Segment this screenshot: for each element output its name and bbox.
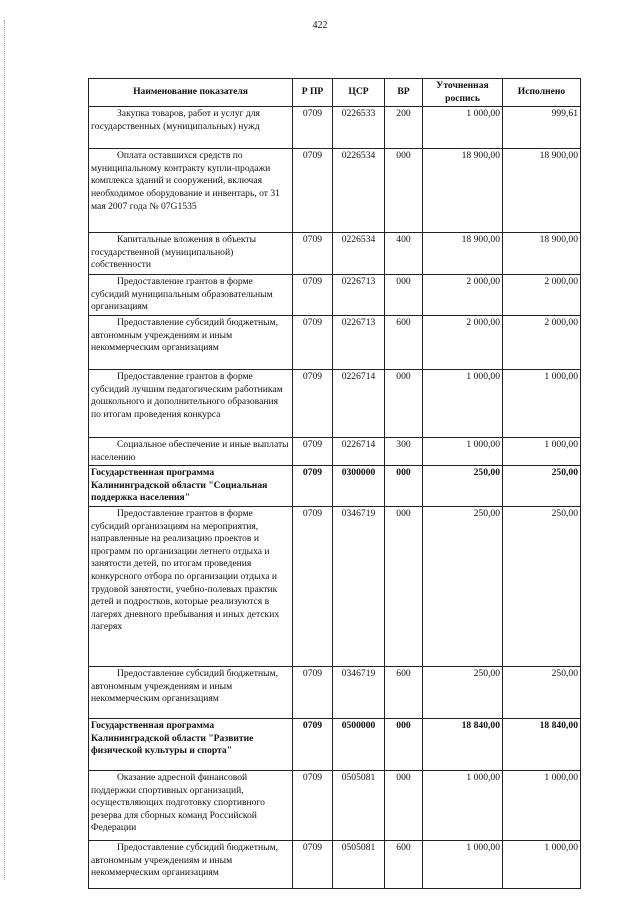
cell-rpr: 0709 [293, 666, 333, 718]
cell-rpr: 0709 [293, 437, 333, 465]
cell-done: 1 000,00 [503, 369, 581, 437]
header-rpr: Р ПР [293, 79, 333, 107]
cell-rpr: 0709 [293, 466, 333, 507]
cell-plan: 2 000,00 [423, 275, 503, 316]
cell-vr: 400 [385, 233, 423, 275]
table-body [89, 107, 581, 889]
cell-done: 250,00 [503, 466, 581, 507]
cell-rpr: 0709 [293, 770, 333, 840]
header-plan: Уточненная роспись [423, 79, 503, 107]
table-row [89, 315, 581, 369]
cell-plan: 18 840,00 [423, 718, 503, 770]
cell-csr: 0226533 [333, 107, 385, 149]
cell-done: 250,00 [503, 506, 581, 666]
header-csr: ЦСР [333, 79, 385, 107]
cell-plan: 1 000,00 [423, 107, 503, 149]
cell-csr: 0226714 [333, 369, 385, 437]
cell-name: Закупка товаров, работ и услуг для государственных (муниципальных) нужд [89, 107, 293, 149]
budget-table [88, 78, 581, 889]
cell-vr: 000 [385, 718, 423, 770]
cell-csr: 0226534 [333, 233, 385, 275]
cell-csr: 0505081 [333, 770, 385, 840]
cell-vr: 600 [385, 666, 423, 718]
cell-name: Предоставление грантов в форме субсидий лучшим педагогическим работникам дошкольного и дополнительного образования по итогам проведения конкурса [89, 369, 293, 437]
table-row [89, 107, 581, 149]
table-row [89, 770, 581, 840]
cell-name: Государственная программа Калининградской области "Социальная поддержка населения" [89, 466, 293, 507]
cell-vr: 600 [385, 840, 423, 888]
cell-rpr: 0709 [293, 315, 333, 369]
header-name: Наименование показателя [89, 79, 293, 107]
cell-name: Предоставление субсидий бюджетным, автономным учреждениям и иным некоммерческим организациям [89, 315, 293, 369]
table-row [89, 506, 581, 666]
cell-vr: 000 [385, 149, 423, 233]
page-number: 422 [312, 20, 328, 31]
cell-rpr: 0709 [293, 840, 333, 888]
cell-done: 2 000,00 [503, 275, 581, 316]
cell-csr: 0346719 [333, 506, 385, 666]
cell-done: 250,00 [503, 666, 581, 718]
cell-done: 1 000,00 [503, 437, 581, 465]
cell-done: 999,61 [503, 107, 581, 149]
cell-done: 1 000,00 [503, 840, 581, 888]
cell-name: Социальное обеспечение и иные выплаты населению [89, 437, 293, 465]
cell-done: 18 900,00 [503, 149, 581, 233]
cell-plan: 1 000,00 [423, 369, 503, 437]
cell-plan: 250,00 [423, 506, 503, 666]
cell-csr: 0226713 [333, 275, 385, 316]
cell-csr: 0226714 [333, 437, 385, 465]
header-vr: ВР [385, 79, 423, 107]
table-row [89, 666, 581, 718]
cell-plan: 250,00 [423, 666, 503, 718]
cell-name: Капитальные вложения в объекты государственной (муниципальной) собственности [89, 233, 293, 275]
table-row [89, 718, 581, 770]
cell-plan: 1 000,00 [423, 770, 503, 840]
header-done: Исполнено [503, 79, 581, 107]
cell-rpr: 0709 [293, 149, 333, 233]
cell-rpr: 0709 [293, 506, 333, 666]
table-row [89, 466, 581, 507]
cell-csr: 0346719 [333, 666, 385, 718]
table-row [89, 840, 581, 888]
cell-name: Предоставление грантов в форме субсидий муниципальным образовательным организациям [89, 275, 293, 316]
cell-vr: 000 [385, 466, 423, 507]
cell-name: Оплата оставшихся средств по муниципальному контракту купли-продажи комплекса зданий и сооружений, включая необходимое оборудование и инвентарь, от 31 мая 2007 года № 07G1535 [89, 149, 293, 233]
margin-mark [4, 20, 6, 880]
cell-rpr: 0709 [293, 369, 333, 437]
table-row [89, 437, 581, 465]
table-row [89, 233, 581, 275]
cell-csr: 0226713 [333, 315, 385, 369]
cell-rpr: 0709 [293, 718, 333, 770]
cell-csr: 0505081 [333, 840, 385, 888]
cell-plan: 18 900,00 [423, 233, 503, 275]
cell-plan: 1 000,00 [423, 840, 503, 888]
cell-vr: 600 [385, 315, 423, 369]
cell-name: Предоставление субсидий бюджетным, автономным учреждениям и иным некоммерческим организациям [89, 666, 293, 718]
cell-rpr: 0709 [293, 233, 333, 275]
cell-done: 2 000,00 [503, 315, 581, 369]
cell-vr: 200 [385, 107, 423, 149]
cell-plan: 1 000,00 [423, 437, 503, 465]
cell-rpr: 0709 [293, 275, 333, 316]
cell-vr: 000 [385, 369, 423, 437]
table-row [89, 149, 581, 233]
cell-name: Предоставление субсидий бюджетным, автономным учреждениям и иным некоммерческим организациям [89, 840, 293, 888]
cell-plan: 18 900,00 [423, 149, 503, 233]
cell-name: Оказание адресной финансовой поддержки спортивных организаций, осуществляющих подготовку спортивного резерва для сборных команд Российской Федерации [89, 770, 293, 840]
cell-plan: 250,00 [423, 466, 503, 507]
cell-vr: 000 [385, 770, 423, 840]
cell-csr: 0226534 [333, 149, 385, 233]
cell-done: 18 840,00 [503, 718, 581, 770]
cell-plan: 2 000,00 [423, 315, 503, 369]
table-row [89, 275, 581, 316]
cell-rpr: 0709 [293, 107, 333, 149]
cell-csr: 0300000 [333, 466, 385, 507]
cell-name: Предоставление грантов в форме субсидий организациям на мероприятия, направленные на реализацию проектов и программ по организации летнего отдыха и занятости детей, по итогам проведения конкурсного отбора по организации отдыха и трудовой занятости, учебно-полевых практик детей и подростков, которые реализуются в лагерях дневного пребывания и иных детских лагерях [89, 506, 293, 666]
table-header [89, 79, 581, 107]
table-row [89, 369, 581, 437]
cell-csr: 0500000 [333, 718, 385, 770]
cell-vr: 000 [385, 275, 423, 316]
cell-done: 18 900,00 [503, 233, 581, 275]
cell-vr: 000 [385, 506, 423, 666]
cell-done: 1 000,00 [503, 770, 581, 840]
cell-name: Государственная программа Калининградской области "Развитие физической культуры и спорта" [89, 718, 293, 770]
cell-vr: 300 [385, 437, 423, 465]
